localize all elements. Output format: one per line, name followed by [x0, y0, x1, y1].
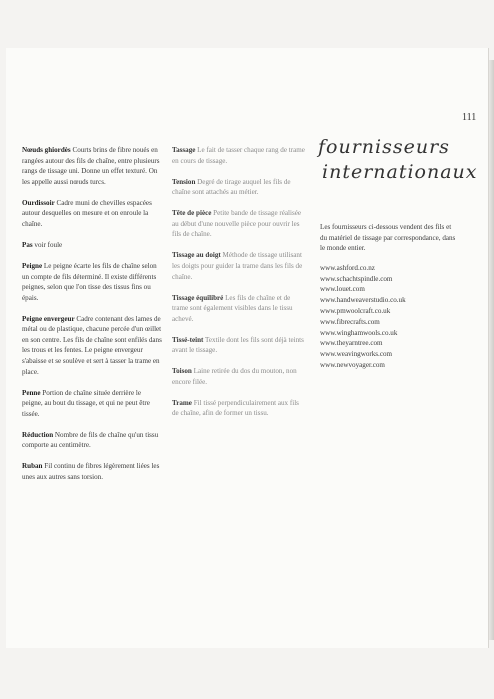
supplier-link[interactable]: www.schachtspindle.com [320, 274, 393, 283]
glossary-entry [22, 430, 162, 451]
glossary-entry [172, 145, 307, 166]
glossary-entry [22, 461, 162, 482]
glossary-term: Réduction [22, 430, 54, 439]
glossary-term: Tissage équilibré [172, 293, 224, 302]
glossary-column-1 [22, 145, 162, 493]
glossary-entry [22, 314, 162, 378]
suppliers-column [320, 222, 460, 371]
supplier-link[interactable]: www.handweaverstudio.co.uk [320, 296, 406, 305]
glossary-term: Toison [172, 367, 192, 376]
glossary-entry [172, 177, 307, 198]
glossary-entry [22, 198, 162, 230]
supplier-link[interactable]: www.pmwoolcraft.co.uk [320, 306, 391, 315]
glossary-definition: Textile dont les fils sont déjà teints avant le tissage. [172, 335, 304, 355]
glossary-entry [172, 208, 307, 240]
glossary-definition: Méthode de tissage utilisant les doigts pour guider la trame dans les fils de chaîne. [172, 251, 303, 281]
supplier-link[interactable]: www.newvoyager.com [320, 360, 385, 369]
glossary-entry [172, 335, 307, 356]
glossary-entry [22, 261, 162, 303]
suppliers-heading [318, 135, 478, 185]
supplier-link[interactable]: www.fibrecrafts.com [320, 317, 380, 326]
glossary-definition: Courts brins de fibre noués en rangées autour des fils de chaîne, entre plusieurs rangs de tissage uni. Donne un effet texturé. On les appelle aussi nœuds turcs. [22, 146, 160, 186]
suppliers-heading-line1: fournisseurs [318, 136, 450, 158]
glossary-term: Penne [22, 388, 41, 397]
glossary-term: Peigne envergeur [22, 314, 75, 323]
glossary-definition: Cadre contenant des lames de métal ou de plastique, chacune percée d'un œillet en son centre. Les fils de chaîne sont enfilés dans les trous et les fentes. Le peigne envergeur s'abaisse et se soulève et sert à tasser la trame en place. [22, 314, 162, 376]
glossary-definition: Nombre de fils de chaîne qu'un tissu comporte au centimètre. [22, 430, 159, 450]
glossary-term: Peigne [22, 261, 43, 270]
suppliers-link-list [320, 263, 460, 371]
glossary-definition: Le peigne écarte les fils de chaîne selon un compte de fils déterminé. Il existe différents peignes, selon que l'on tisse des tissus fins ou épais. [22, 261, 157, 302]
glossary-term: Tension [172, 177, 196, 186]
suppliers-intro: Les fournisseurs ci-dessous vendent des fils et du matériel de tissage par correspondance, dans le monde entier. [320, 223, 456, 253]
supplier-link[interactable]: www.winghamwools.co.uk [320, 328, 398, 337]
glossary-term: Ruban [22, 462, 43, 471]
glossary-definition: Le fait de tasser chaque rang de trame en cours de tissage. [172, 146, 305, 165]
supplier-link[interactable]: www.ashford.co.nz [320, 263, 375, 272]
glossary-definition: Cadre muni de chevilles espacées autour desquelles on mesure et on enroule la chaîne. [22, 198, 152, 228]
glossary-term: Ourdissoir [22, 198, 55, 207]
glossary-entry [172, 250, 307, 282]
suppliers-heading-line2: internationaux [322, 161, 478, 183]
glossary-definition: voir foule [32, 240, 63, 249]
glossary-term: Nœuds ghiordès [22, 146, 71, 154]
glossary-entry [22, 388, 162, 420]
glossary-definition: Fil continu de fibres légèrement liées les unes aux autres sans torsion. [22, 462, 160, 481]
supplier-link[interactable]: www.theyarntree.com [320, 339, 383, 348]
glossary-column-2 [172, 145, 307, 429]
supplier-link[interactable]: www.louet.com [320, 285, 365, 294]
page-edge [489, 60, 494, 640]
glossary-entry [172, 293, 307, 325]
glossary-definition: Fil tissé perpendiculairement aux fils de chaîne, afin de former un tissu. [172, 398, 299, 418]
glossary-definition: Les fils de chaîne et de trame sont également visibles dans le tissu achevé. [172, 293, 293, 323]
glossary-definition: Laine retirée du dos du mouton, non encore filée. [172, 367, 297, 386]
glossary-term: Tête de pièce [172, 209, 212, 218]
glossary-entry [22, 145, 162, 187]
glossary-term: Trame [172, 398, 192, 407]
glossary-term: Tissé-teint [172, 335, 204, 344]
glossary-entry [172, 398, 307, 419]
glossary-term: Pas [22, 240, 33, 249]
glossary-definition: Degré de tirage auquel les fils de chaîne sont attachés au métier. [172, 177, 291, 197]
glossary-definition: Portion de chaîne située derrière le peigne, au bout du tissage, et qui ne peut être tissée. [22, 388, 150, 418]
glossary-entry [22, 240, 162, 251]
glossary-term: Tassage [172, 146, 196, 154]
supplier-link[interactable]: www.weavingworks.com [320, 350, 393, 359]
glossary-definition: Petite bande de tissage réalisée au début d'une nouvelle pièce pour ouvrir les fils de chaîne. [172, 209, 302, 239]
page-number: 111 [462, 112, 477, 123]
glossary-term: Tissage au doigt [172, 251, 221, 260]
glossary-entry [172, 366, 307, 387]
